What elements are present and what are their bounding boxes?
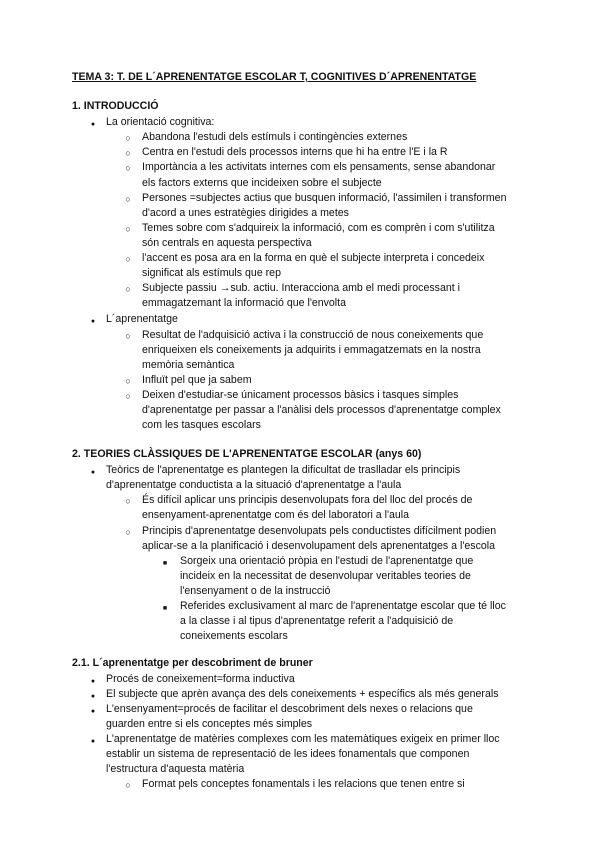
bullet-circle xyxy=(122,329,134,345)
bullet-dot xyxy=(87,313,99,330)
list-item: Importància a les activitats internes com els pensaments, sense abandonar xyxy=(142,161,496,173)
list-item: L´aprenentatge xyxy=(106,313,178,325)
list-item: Sorgeix una orientació pròpia en l'estudi de l'aprenentatge que xyxy=(180,555,474,567)
bullet-square xyxy=(159,555,171,572)
bullet-circle xyxy=(122,222,134,238)
bullet-circle xyxy=(122,525,134,541)
bullet-square xyxy=(159,600,171,617)
list-item-continuation: d'acord a unes estratègies dirigides a metes xyxy=(142,207,349,219)
document-title: TEMA 3: T. DE L´APRENENTATGE ESCOLAR T, COGNITIVES D´APRENENTATGE xyxy=(72,71,477,83)
list-item-continuation: com les tasques escolars xyxy=(142,419,261,431)
list-item: Abandona l'estudi dels estímuls i contingències externes xyxy=(142,131,408,143)
bullet-circle xyxy=(122,494,134,510)
list-item-continuation: d'aprenentatge conductista a la situació d'aprenentatge a l'aula xyxy=(106,479,402,491)
list-item: Principis d'aprenentatge desenvolupats pels conductistes difícilment podien xyxy=(142,525,497,537)
section-heading-introduccio: 1. INTRODUCCIÓ xyxy=(72,100,159,112)
list-item: El subjecte que aprèn avança des dels coneixements + específics als més generals xyxy=(106,688,499,700)
list-item-continuation: significat als estímuls que rep xyxy=(142,267,281,279)
list-item: L'ensenyament=procés de facilitar el descobriment dels nexes o relacions que xyxy=(106,703,473,715)
list-item: És difícil aplicar uns principis desenvolupats fora del lloc del procés de xyxy=(142,494,473,506)
list-item: Influït pel que ja sabem xyxy=(142,374,252,386)
list-item: L'aprenentatge de matèries complexes com les matemàtiques exigeix en primer lloc xyxy=(106,733,500,745)
list-item-continuation: l'estructura d'aquesta matèria xyxy=(106,763,245,775)
list-item: l'accent es posa ara en la forma en què el subjecte interpreta i concedeix xyxy=(142,252,485,264)
list-item: Resultat de l'adquisició activa i la construcció de nous coneixements que xyxy=(142,329,484,341)
list-item-continuation: guarden entre si els conceptes més simples xyxy=(106,718,313,730)
list-item-continuation: aplicar-se a la planificació i desenvolupament dels aprenentatges a l'escola xyxy=(142,540,496,552)
list-item-continuation: són centrals en aquesta perspectiva xyxy=(142,237,312,249)
list-item-continuation: establir un sistema de representació de les idees fonamentals que componen xyxy=(106,748,470,760)
list-item: Centra en l'estudi dels processos interns que hi ha entre l'E i la R xyxy=(142,146,448,158)
section-heading-teories: 2. TEORIES CLÀSSIQUES DE L'APRENENTATGE ESCOLAR (anys 60) xyxy=(72,448,422,460)
bullet-circle xyxy=(122,252,134,268)
list-item: Subjecte passiu →sub. actiu. Interacciona amb el medi processant i xyxy=(142,282,460,294)
list-item-continuation: incideix en la necessitat de desenvolupar veritables teories de xyxy=(180,570,471,582)
bullet-circle xyxy=(122,161,134,177)
list-item-continuation: els factors externs que incideixen sobre el subjecte xyxy=(142,177,382,189)
bullet-dot xyxy=(87,116,99,133)
list-item-continuation: emmagatzemant la informació que l'envolta xyxy=(142,297,346,309)
list-item-continuation: a la classe i al tipus d'aprenentatge referit a l'adquisició de xyxy=(180,615,454,627)
bullet-circle xyxy=(122,146,134,162)
section-heading-bruner: 2.1. L´aprenentatge per descobriment de bruner xyxy=(72,657,313,669)
list-item: Persones =subjectes actius que busquen informació, l'assimilen i transformen xyxy=(142,192,507,204)
list-item-continuation: enriqueixen els coneixements ja adquirits i emmagatzemats en la nostra xyxy=(142,344,481,356)
bullet-circle xyxy=(122,778,134,794)
bullet-circle xyxy=(122,282,134,298)
list-item-continuation: memòria semàntica xyxy=(142,359,235,371)
list-item-continuation: coneixements escolars xyxy=(180,630,288,642)
list-item: Temes sobre com s'adquireix la informació, com es comprèn i com s'utilitza xyxy=(142,222,495,234)
bullet-dot xyxy=(87,703,99,720)
list-item: La orientació cognitiva: xyxy=(106,116,215,128)
bullet-circle xyxy=(122,192,134,208)
bullet-circle xyxy=(122,131,134,147)
list-item: Deixen d'estudiar-se únicament processos bàsics i tasques simples xyxy=(142,389,459,401)
bullet-dot xyxy=(87,464,99,481)
list-item-continuation: ensenyament-aprenentatge com és del laboratori a l'aula xyxy=(142,509,410,521)
list-item: Format pels conceptes fonamentals i les relacions que tenen entre si xyxy=(142,778,465,790)
list-item-continuation: l'ensenyament o de la instrucció xyxy=(180,585,331,597)
bullet-circle xyxy=(122,389,134,405)
list-item: Procés de coneixement=forma inductiva xyxy=(106,673,295,685)
list-item: Teòrics de l'aprenentatge es plantegen la dificultat de traslladar els principis xyxy=(106,464,461,476)
list-item: Referides exclusivament al marc de l'aprenentatge escolar que té lloc xyxy=(180,600,506,612)
list-item-continuation: d'aprenentatge per passar a l'anàlisi dels processos d'aprenentatge complex xyxy=(142,404,501,416)
bullet-circle xyxy=(122,374,134,390)
bullet-dot xyxy=(87,733,99,750)
